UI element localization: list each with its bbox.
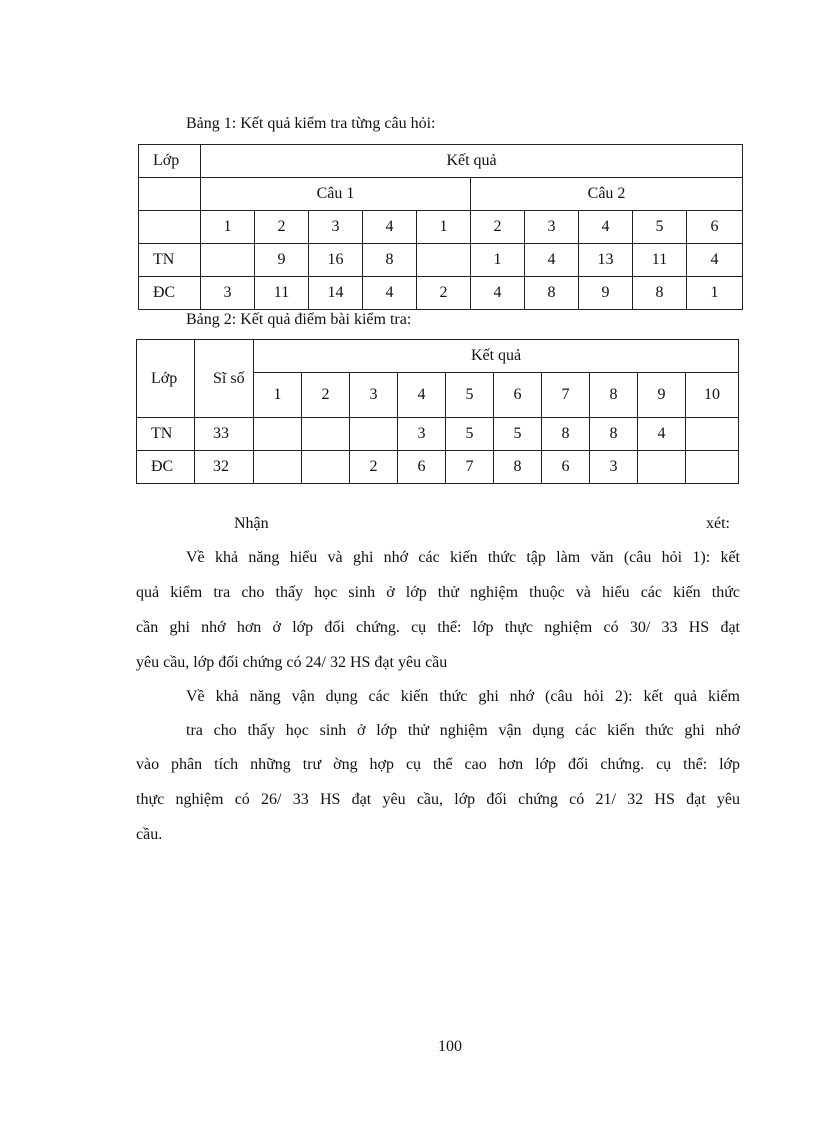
table1-column-header: 4 <box>579 211 633 244</box>
table2 <box>136 339 739 484</box>
paragraph-line: thực nghiệm có 26/ 33 HS đạt yêu cầu, lớp đối chứng có 21/ 32 HS đạt yêu <box>136 791 740 808</box>
table-row <box>137 451 739 484</box>
table-cell: 4 <box>687 244 743 277</box>
table-cell <box>686 451 739 484</box>
paragraph-line: quả kiểm tra cho thấy học sinh ở lớp thử nghiệm thuộc và hiểu các kiến thức <box>136 584 740 601</box>
table2-column-header: 9 <box>638 373 686 418</box>
row-label: ĐC <box>139 277 201 310</box>
paragraph-line: cần ghi nhớ hơn ở lớp đối chứng. cụ thể: lớp thực nghiệm có 30/ 33 HS đạt <box>136 619 740 636</box>
table-cell: 8 <box>363 244 417 277</box>
page-number: 100 <box>438 1038 462 1055</box>
table2-column-header: 8 <box>590 373 638 418</box>
table-cell: 6 <box>398 451 446 484</box>
row-label: ĐC <box>137 451 195 484</box>
table2-column-header: 5 <box>446 373 494 418</box>
table-cell: 4 <box>471 277 525 310</box>
table-cell: 14 <box>309 277 363 310</box>
table2-column-header: 3 <box>350 373 398 418</box>
paragraph-line: Về khả năng vận dụng các kiến thức ghi nhớ (câu hỏi 2): kết quả kiểm <box>186 688 740 705</box>
table1-header-ketqua: Kết quả <box>201 145 743 178</box>
table-cell: 3 <box>398 418 446 451</box>
table-cell: 8 <box>542 418 590 451</box>
table-cell <box>686 418 739 451</box>
table-row <box>139 277 743 310</box>
table-cell: 16 <box>309 244 363 277</box>
table1-header-lop: Lớp <box>139 145 201 178</box>
table2-header-lop: Lớp <box>137 340 195 418</box>
paragraph-line: tra cho thấy học sinh ở lớp thử nghiệm vận dụng các kiến thức ghi nhớ <box>186 722 740 739</box>
table-cell: 9 <box>579 277 633 310</box>
table2-column-header: 10 <box>686 373 739 418</box>
table1-column-header: 2 <box>471 211 525 244</box>
table-cell: 7 <box>446 451 494 484</box>
table2-column-header: 7 <box>542 373 590 418</box>
table2-caption: Bảng 2: Kết quả điểm bài kiểm tra: <box>186 311 412 328</box>
table-cell: 11 <box>633 244 687 277</box>
table-cell <box>201 244 255 277</box>
row-label: TN <box>139 244 201 277</box>
table-cell: 3 <box>590 451 638 484</box>
table-cell: 2 <box>417 277 471 310</box>
table1-empty-cell <box>139 178 201 211</box>
table-row <box>137 418 739 451</box>
table1-column-header: 5 <box>633 211 687 244</box>
table-cell <box>638 451 686 484</box>
row-siso: 32 <box>195 451 254 484</box>
table-cell: 8 <box>633 277 687 310</box>
row-siso: 33 <box>195 418 254 451</box>
table1 <box>138 144 743 310</box>
remarks-heading-left: Nhận <box>234 515 269 532</box>
table-cell: 4 <box>525 244 579 277</box>
table-cell: 6 <box>542 451 590 484</box>
table2-column-header: 1 <box>254 373 302 418</box>
table-cell: 8 <box>494 451 542 484</box>
table-cell <box>254 418 302 451</box>
table2-header-ketqua: Kết quả <box>254 340 739 373</box>
table-cell: 8 <box>525 277 579 310</box>
table-cell: 3 <box>201 277 255 310</box>
table1-column-header: 6 <box>687 211 743 244</box>
table-cell: 4 <box>363 277 417 310</box>
table-cell: 1 <box>687 277 743 310</box>
table2-column-header: 2 <box>302 373 350 418</box>
table2-column-header: 6 <box>494 373 542 418</box>
table-cell: 11 <box>255 277 309 310</box>
table-cell <box>350 418 398 451</box>
table1-header-cau2: Câu 2 <box>471 178 743 211</box>
table2-column-header: 4 <box>398 373 446 418</box>
table-cell <box>302 451 350 484</box>
table1-column-header: 3 <box>525 211 579 244</box>
table2-header-siso: Sĩ số <box>195 340 254 418</box>
table1-column-header: 1 <box>201 211 255 244</box>
table-cell <box>254 451 302 484</box>
table-cell: 5 <box>494 418 542 451</box>
table-cell <box>302 418 350 451</box>
remarks-heading-right: xét: <box>706 515 730 532</box>
paragraph-line: yêu cầu, lớp đối chứng có 24/ 32 HS đạt yêu cầu <box>136 654 448 671</box>
table1-column-header: 4 <box>363 211 417 244</box>
paragraph-line: Về khả năng hiểu và ghi nhớ các kiến thức tập làm văn (câu hỏi 1): kết <box>186 549 740 566</box>
table-cell: 8 <box>590 418 638 451</box>
row-label: TN <box>137 418 195 451</box>
table-cell: 13 <box>579 244 633 277</box>
table1-column-header: 2 <box>255 211 309 244</box>
paragraph-line: vào phân tích những trư ờng hợp cụ thể cao hơn lớp đối chứng. cụ thể: lớp <box>136 756 740 773</box>
table1-empty-cell <box>139 211 201 244</box>
table-cell: 5 <box>446 418 494 451</box>
table1-column-row <box>139 211 743 244</box>
paragraph-line: cầu. <box>136 826 163 843</box>
table-cell: 9 <box>255 244 309 277</box>
table1-caption: Bảng 1: Kết quả kiểm tra từng câu hỏi: <box>186 115 436 132</box>
table1-column-header: 1 <box>417 211 471 244</box>
table-cell: 1 <box>471 244 525 277</box>
table1-header-cau1: Câu 1 <box>201 178 471 211</box>
table-row <box>139 244 743 277</box>
table-cell: 2 <box>350 451 398 484</box>
table-cell: 4 <box>638 418 686 451</box>
table1-column-header: 3 <box>309 211 363 244</box>
table-cell <box>417 244 471 277</box>
